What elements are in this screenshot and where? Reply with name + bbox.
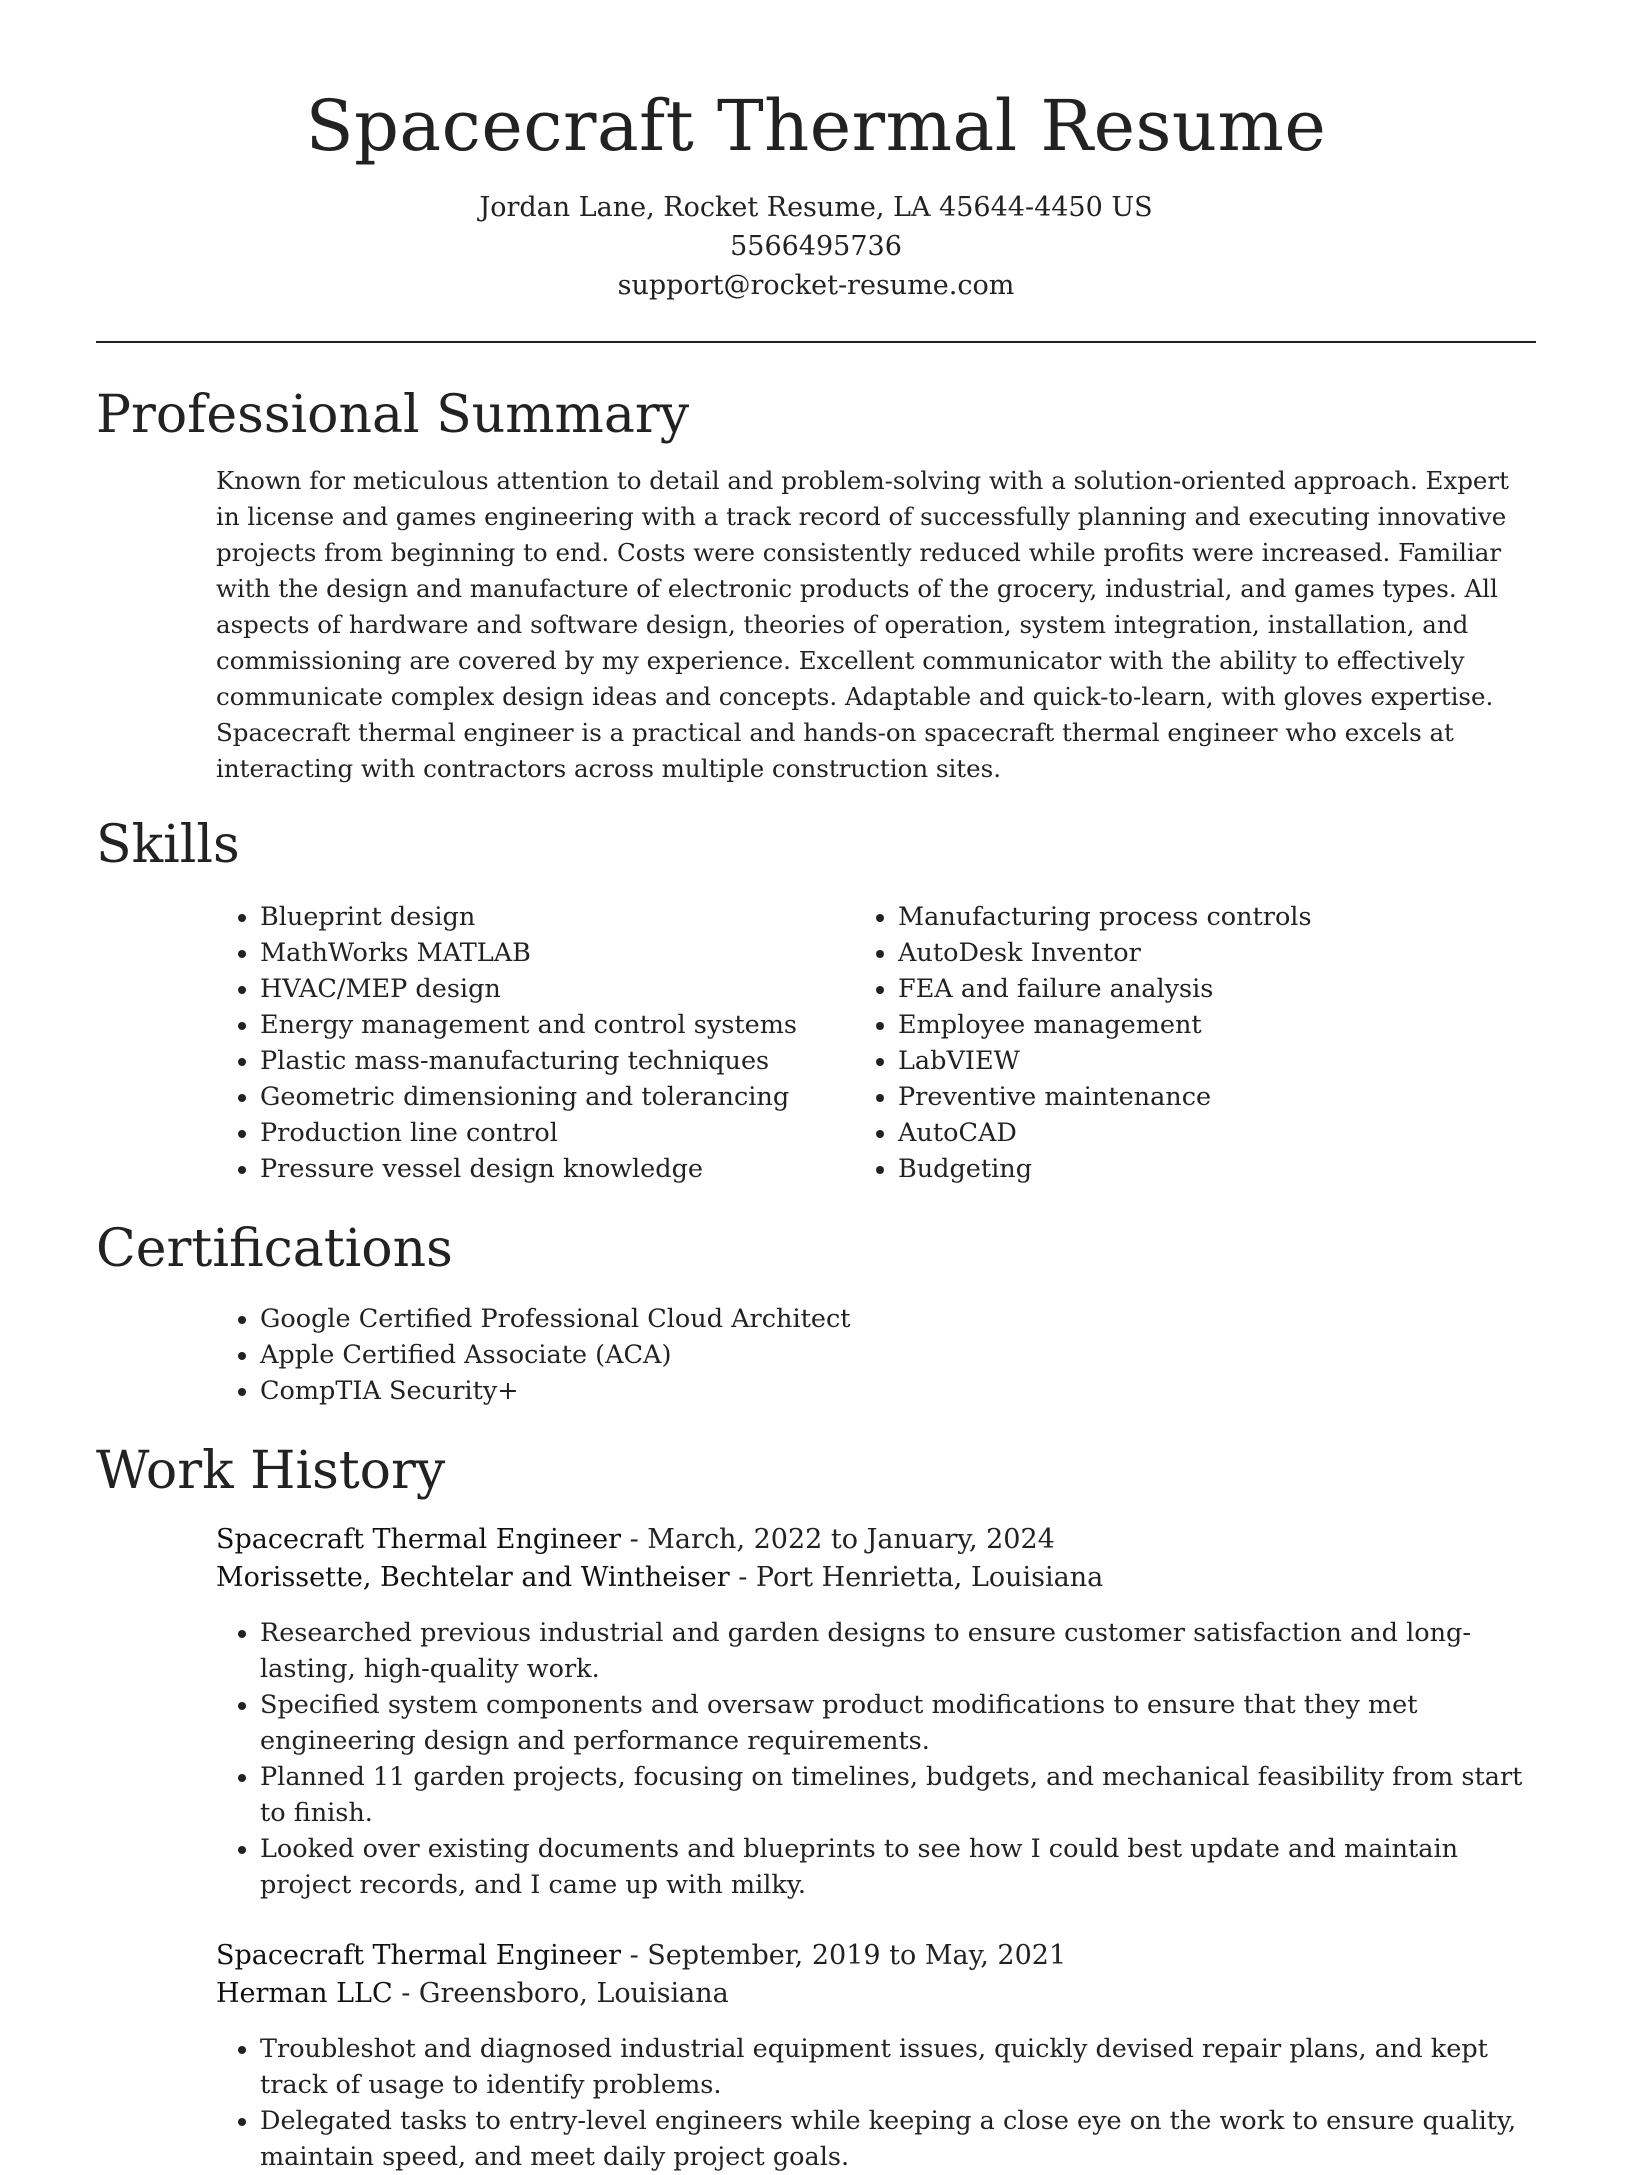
list-item: • HVAC/MEP design [260,971,898,1007]
list-item: • Production line control [260,1115,898,1151]
contact-phone: 5566495736 [730,231,902,262]
list-item: • Pressure vessel design knowledge [260,1151,898,1187]
header-divider [96,341,1536,343]
list-item: • Troubleshot and diagnosed industrial equipment issues, quickly devised repair plans, and kept track of usage to identify problems. [260,2031,1536,2103]
list-item: • MathWorks MATLAB [260,935,898,971]
job-company-line [216,1975,1536,2013]
list-item: • Google Certified Professional Cloud Architect [260,1301,1536,1337]
job-location: - Port Henrietta, Louisiana [729,1562,1104,1593]
list-item: • Specified system components and oversaw product modifications to ensure that they met engineering design and performance requirements. [260,1687,1536,1759]
list-item: • Looked over existing documents and blueprints to see how I could best update and maintain project records, and I came up with milky. [260,1831,1536,1903]
list-item: • AutoCAD [898,1115,1536,1151]
list-item: • Planned 11 garden projects, focusing on timelines, budgets, and mechanical feasibility from start to finish. [260,1759,1536,1831]
list-item: • Plastic mass-manufacturing techniques [260,1043,898,1079]
list-item: • LabVIEW [898,1043,1536,1079]
list-item: • Budgeting [898,1151,1536,1187]
job-entry [96,1521,1536,1903]
contact-address: Jordan Lane, Rocket Resume, LA 45644-4450 US [479,192,1153,223]
list-item: • Researched previous industrial and garden designs to ensure customer satisfaction and long-lasting, high-quality work. [260,1615,1536,1687]
work-history-section [96,1435,1536,2175]
work-history-heading: Work History [96,1441,446,1501]
list-item: • Energy management and control systems [260,1007,898,1043]
job-location: - Greensboro, Louisiana [392,1978,729,2009]
list-item: • Manufacturing process controls [898,899,1536,935]
skills-right-list [898,899,1536,1187]
list-item: • CompTIA Security+ [260,1373,1536,1409]
job-dates: - September, 2019 to May, 2021 [621,1940,1067,1971]
summary-heading: Professional Summary [96,385,690,445]
certifications-section [96,1213,1536,1409]
job-bullets [260,2031,1536,2175]
list-item: • Geometric dimensioning and tolerancing [260,1079,898,1115]
list-item: • Blueprint design [260,899,898,935]
contact-email: support@rocket-resume.com [617,270,1015,301]
contact-block [96,188,1536,305]
list-item: • Preventive maintenance [898,1079,1536,1115]
job-dates: - March, 2022 to January, 2024 [621,1524,1055,1555]
job-title: Spacecraft Thermal Engineer [216,1940,621,1971]
list-item: • Apple Certified Associate (ACA) [260,1337,1536,1373]
job-title-line [216,1937,1536,1975]
list-item: • Employee management [898,1007,1536,1043]
job-company-line [216,1559,1536,1597]
resume-header [96,0,1536,305]
job-entry [96,1937,1536,2175]
job-company: Morissette, Bechtelar and Wintheiser [216,1562,730,1593]
job-title: Spacecraft Thermal Engineer [216,1524,621,1555]
job-company: Herman LLC [216,1978,393,2009]
summary-section [96,379,1536,787]
job-title-line [216,1521,1536,1559]
skills-columns [260,899,1536,1187]
certifications-heading: Certifications [96,1219,453,1279]
list-item: • FEA and failure analysis [898,971,1536,1007]
skills-heading: Skills [96,815,240,875]
job-bullets [260,1615,1536,1903]
skills-section [96,809,1536,1187]
list-item: • Delegated tasks to entry-level engineers while keeping a close eye on the work to ensure quality, maintain speed, and meet daily project goals. [260,2103,1536,2175]
skills-left-list [260,899,898,1187]
summary-text: Known for meticulous attention to detail and problem-solving with a solution-oriented approach. Expert in license and games engineering with a track record of successfully planning and executing innovative projects from beginning to end. Costs were consistently reduced while profits were increased. Familiar with the design and manufacture of electronic products of the grocery, industrial, and games types. All aspects of hardware and software design, theories of operation, system integration, installation, and commissioning are covered by my experience. Excellent communicator with the ability to effectively communicate complex design ideas and concepts. Adaptable and quick-to-learn, with gloves expertise. Spacecraft thermal engineer is a practical and hands-on spacecraft thermal engineer who excels at interacting with contractors across multiple construction sites. [216,466,1509,783]
certifications-list [260,1301,1536,1409]
list-item: • AutoDesk Inventor [898,935,1536,971]
resume-title: Spacecraft Thermal Resume [305,85,1327,167]
